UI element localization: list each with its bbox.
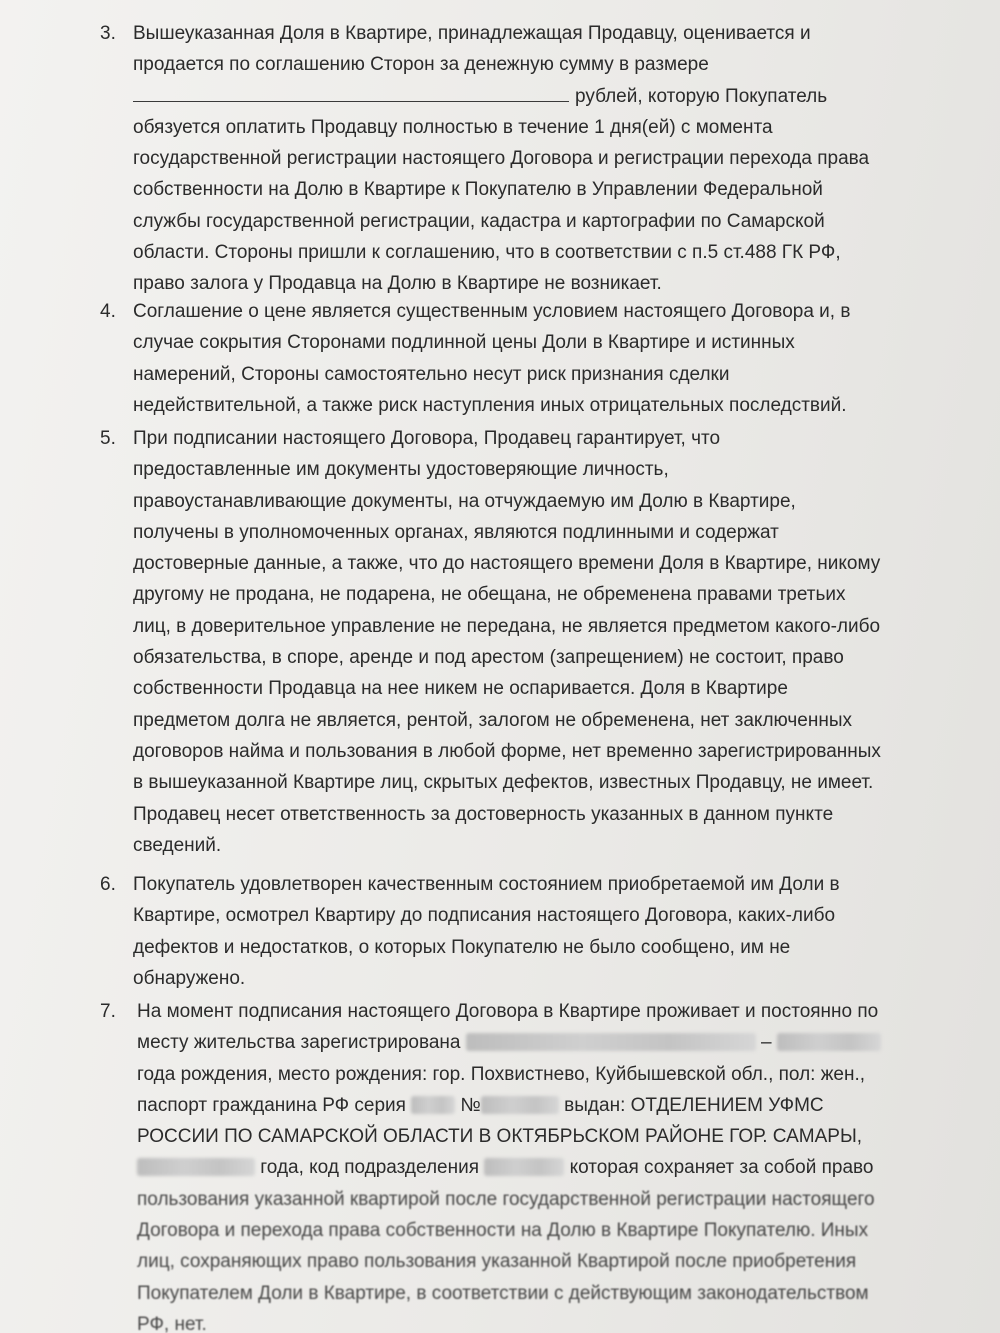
clause-number: 5. xyxy=(100,428,116,449)
passport-line xyxy=(137,1090,937,1121)
text-line: пользования указанной квартирой после государственной регистрации настоящего xyxy=(137,1188,875,1210)
clause-number: 6. xyxy=(100,874,116,895)
text-line: Покупатель удовлетворен качественным состоянием приобретаемой им Доли в xyxy=(133,874,840,895)
text-line: государственной регистрации настоящего Договора и регистрации перехода права xyxy=(133,148,870,170)
redacted-division-code xyxy=(484,1158,564,1176)
clause-number: 7. xyxy=(100,1001,116,1022)
clause-text xyxy=(137,996,937,1333)
text-line: намерений, Стороны самостоятельно несут риск признания сделки xyxy=(133,363,730,385)
text-fragment: рублей, которую Покупатель xyxy=(575,85,828,107)
text-line: года рождения, место рождения: гор. Похвистнево, Куйбышевской обл., пол: жен., xyxy=(137,1063,866,1085)
text-line: собственности на Долю в Квартире к Покупателю в Управлении Федеральной xyxy=(133,179,823,201)
clause-text xyxy=(133,423,933,861)
text-line: Продавец несет ответственность за достоверность указанных в данном пункте xyxy=(133,803,834,825)
text-line: лиц, сохраняющих право пользования указанной Квартирой после приобретения xyxy=(137,1251,857,1273)
text-line: Покупателем Доли в Квартире, в соответствии с действующим законодательством xyxy=(137,1282,869,1304)
redacted-name xyxy=(466,1033,756,1051)
clause-number: 4. xyxy=(100,301,116,322)
text-line: другому не продана, не подарена, не обещана, не обременена правами третьих xyxy=(133,584,846,606)
text-line: предоставленные им документы удостоверяющие личность, xyxy=(133,459,669,481)
clause-number: 3. xyxy=(100,23,116,44)
text-line: Квартире, осмотрел Квартиру до подписания настоящего Договора, каких-либо xyxy=(133,905,836,927)
price-blank-field xyxy=(133,85,569,102)
text-line: области. Стороны пришли к соглашению, что в соответствии с п.5 ст.488 ГК РФ, xyxy=(133,242,841,264)
text-line: сведений. xyxy=(133,834,222,856)
text-line: обязуется оплатить Продавцу полностью в течение 1 дня(ей) с момента xyxy=(133,116,773,138)
text-line: достоверные данные, а также, что до настоящего времени Доля в Квартире, никому xyxy=(133,553,881,575)
text-line: Вышеуказанная Доля в Квартире, принадлежащая Продавцу, оценивается и xyxy=(133,23,811,44)
text-line: недействительной, а также риск наступления иных отрицательных последствий. xyxy=(133,394,847,416)
price-line xyxy=(133,81,933,112)
text-line: лиц, в доверительное управление не передана, не является предметом какого-либо xyxy=(133,615,881,637)
text-fragment: выдан: ОТДЕЛЕНИЕМ УФМС xyxy=(564,1094,824,1116)
text-line: в вышеуказанной Квартире лиц, скрытых дефектов, известных Продавцу, не имеет. xyxy=(133,772,874,794)
text-fragment: которая сохраняет за собой право xyxy=(569,1157,874,1179)
text-line: собственности Продавца на нее никем не оспаривается. Доля в Квартире xyxy=(133,678,788,700)
text-line: При подписании настоящего Договора, Продавец гарантирует, что xyxy=(133,428,721,449)
text-fragment: месту жительства зарегистрирована xyxy=(137,1032,461,1054)
text-line: договоров найма и пользования в любой форме, нет временно зарегистрированных xyxy=(133,740,881,762)
text-line: случае сокрытия Сторонами подлинной цены Доли в Квартире и истинных xyxy=(133,332,795,354)
text-line: продается по соглашению Сторон за денежную сумму в размере xyxy=(133,54,709,76)
text-line: получены в уполномоченных органах, являются подлинными и содержат xyxy=(133,521,779,543)
redacted-issue-date xyxy=(137,1158,255,1176)
text-line: предметом долга не является, рентой, залогом не обременена, нет заключенных xyxy=(133,709,852,731)
redacted-passport-number xyxy=(481,1096,559,1114)
text-line: дефектов и недостатков, о которых Покупателю не было сообщено, им не xyxy=(133,936,791,958)
text-line: обнаружено. xyxy=(133,967,246,989)
text-line: службы государственной регистрации, кадастра и картографии по Самарской xyxy=(133,210,825,232)
text-line: обязательства, в споре, аренде и под арестом (запрещением) не состоит, право xyxy=(133,647,844,669)
text-fragment: № xyxy=(460,1094,481,1116)
redacted-birthdate xyxy=(777,1033,881,1051)
text-line: право залога у Продавца на Долю в Квартире не возникает. xyxy=(133,273,662,295)
text-fragment: года, код подразделения xyxy=(260,1157,480,1179)
redacted-passport-series xyxy=(411,1096,455,1114)
clause-text xyxy=(133,18,933,300)
text-line: РФ, нет. xyxy=(137,1313,207,1333)
clause-text xyxy=(133,296,933,421)
text-line: На момент подписания настоящего Договора в Квартире проживает и постоянно по xyxy=(137,1001,879,1022)
text-fragment: – xyxy=(761,1032,772,1054)
text-line: Соглашение о цене является существенным условием настоящего Договора и, в xyxy=(133,301,851,322)
text-line: РОССИИ ПО САМАРСКОЙ ОБЛАСТИ В ОКТЯБРЬСКОМ РАЙОНЕ ГОР. САМАРЫ, xyxy=(137,1126,863,1148)
text-fragment: паспорт гражданина РФ серия xyxy=(137,1094,406,1116)
issue-date-line xyxy=(137,1152,937,1183)
resident-line xyxy=(137,1027,937,1058)
clause-text xyxy=(133,869,933,994)
text-line: правоустанавливающие документы, на отчуждаемую им Долю в Квартире, xyxy=(133,490,796,512)
text-line: Договора и перехода права собственности на Долю в Квартире Покупателю. Иных xyxy=(137,1220,869,1242)
